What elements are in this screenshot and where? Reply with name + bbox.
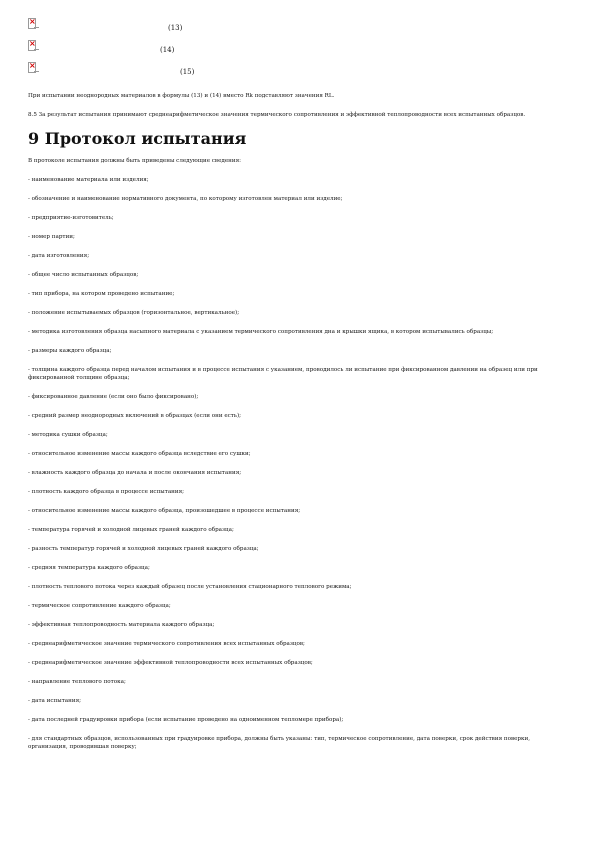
protocol-item: - термическое сопротивление каждого образца; [28, 603, 171, 609]
protocol-item: - для стандартных образцов, использованных при градуировке прибора, должны быть указаны: тип, термическое сопротивление, дата поверки, срок действия поверки, организация, проводившая поверку; [28, 736, 531, 750]
protocol-item: - положение испытываемых образцов (горизонтальное, вертикальное); [28, 310, 240, 316]
protocol-item: - дата изготовления; [28, 253, 90, 259]
protocol-item: - эффективная теплопроводность материала каждого образца; [28, 622, 215, 628]
protocol-item: - разность температур горячей и холодной лицевых граней каждого образца; [28, 546, 259, 552]
protocol-item: - относительное изменение массы каждого образца, произошедшее в процессе испытания; [28, 508, 301, 514]
protocol-item: - размеры каждого образца; [28, 348, 112, 354]
protocol-item: - толщина каждого образца перед началом испытания и в процессе испытания с указанием, проводилось ли испытание при фиксированном давлении на образец или при фиксированной толщине образца; [28, 367, 538, 381]
paragraph-8-5: 8.5 За результат испытания принимают среднеарифметическое значения термического сопротивления и эффективной теплопроводности всех испытанных образцов. [28, 112, 526, 118]
protocol-item: - обозначение и наименование нормативного документа, по которому изготовлен материал или изделие; [28, 196, 343, 202]
protocol-item: - плотность каждого образца в процессе испытания; [28, 489, 185, 495]
protocol-item: - относительное изменение массы каждого образца вследствие его сушки; [28, 451, 251, 457]
protocol-item: - методика изготовления образца насыпного материала с указанием термического сопротивления дна и крышки ящика, в котором испытывались образцы; [28, 329, 494, 335]
formula-13 [28, 18, 568, 40]
protocol-item: - среднеарифметическое значение эффективной теплопроводности всех испытанных образцов; [28, 660, 313, 666]
protocol-item: - наименование материала или изделия; [28, 177, 149, 183]
broken-image-icon: × [28, 40, 36, 51]
protocol-item: - направление теплового потока; [28, 679, 126, 685]
formula-15 [28, 62, 568, 84]
formula-14 [28, 40, 568, 62]
protocol-item: - дата испытания; [28, 698, 81, 704]
protocol-list [28, 176, 568, 751]
formula-number: (13) [168, 24, 183, 32]
protocol-item: - фиксированное давление (если оно было фиксировано); [28, 394, 199, 400]
protocol-item: - температура горячей и холодной лицевых граней каждого образца; [28, 527, 234, 533]
protocol-item: - дата последней градуировки прибора (если испытание проведено на одноименном тепломере прибора); [28, 717, 344, 723]
document-page [28, 18, 568, 751]
homogeneous-note: При испытании неоднородных материалов в формулы (13) и (14) вместо Rk подставляют значения RL. [28, 93, 335, 99]
protocol-item: - влажность каждого образца до начала и после окончания испытания; [28, 470, 242, 476]
protocol-item: - методика сушки образца; [28, 432, 108, 438]
protocol-item: - среднеарифметическое значение термического сопротивления всех испытанных образцов; [28, 641, 305, 647]
protocol-item: - тип прибора, на котором проведено испытание; [28, 291, 175, 297]
protocol-item: - средний размер неоднородных включений в образцах (если они есть); [28, 413, 242, 419]
section-title: 9 Протокол испытания [28, 129, 247, 148]
protocol-item: - предприятие-изготовитель; [28, 215, 114, 221]
formula-number: (14) [160, 46, 175, 54]
protocol-item: - общее число испытанных образцов; [28, 272, 139, 278]
formula-number: (15) [180, 68, 195, 76]
broken-image-icon: × [28, 62, 36, 73]
protocol-intro: В протоколе испытания должны быть приведены следующие сведения: [28, 158, 242, 164]
protocol-item: - номер партии; [28, 234, 75, 240]
broken-image-icon: × [28, 18, 36, 29]
protocol-item: - средняя температура каждого образца; [28, 565, 150, 571]
protocol-item: - плотность теплового потока через каждый образец после установления стационарного теплового режима; [28, 584, 352, 590]
